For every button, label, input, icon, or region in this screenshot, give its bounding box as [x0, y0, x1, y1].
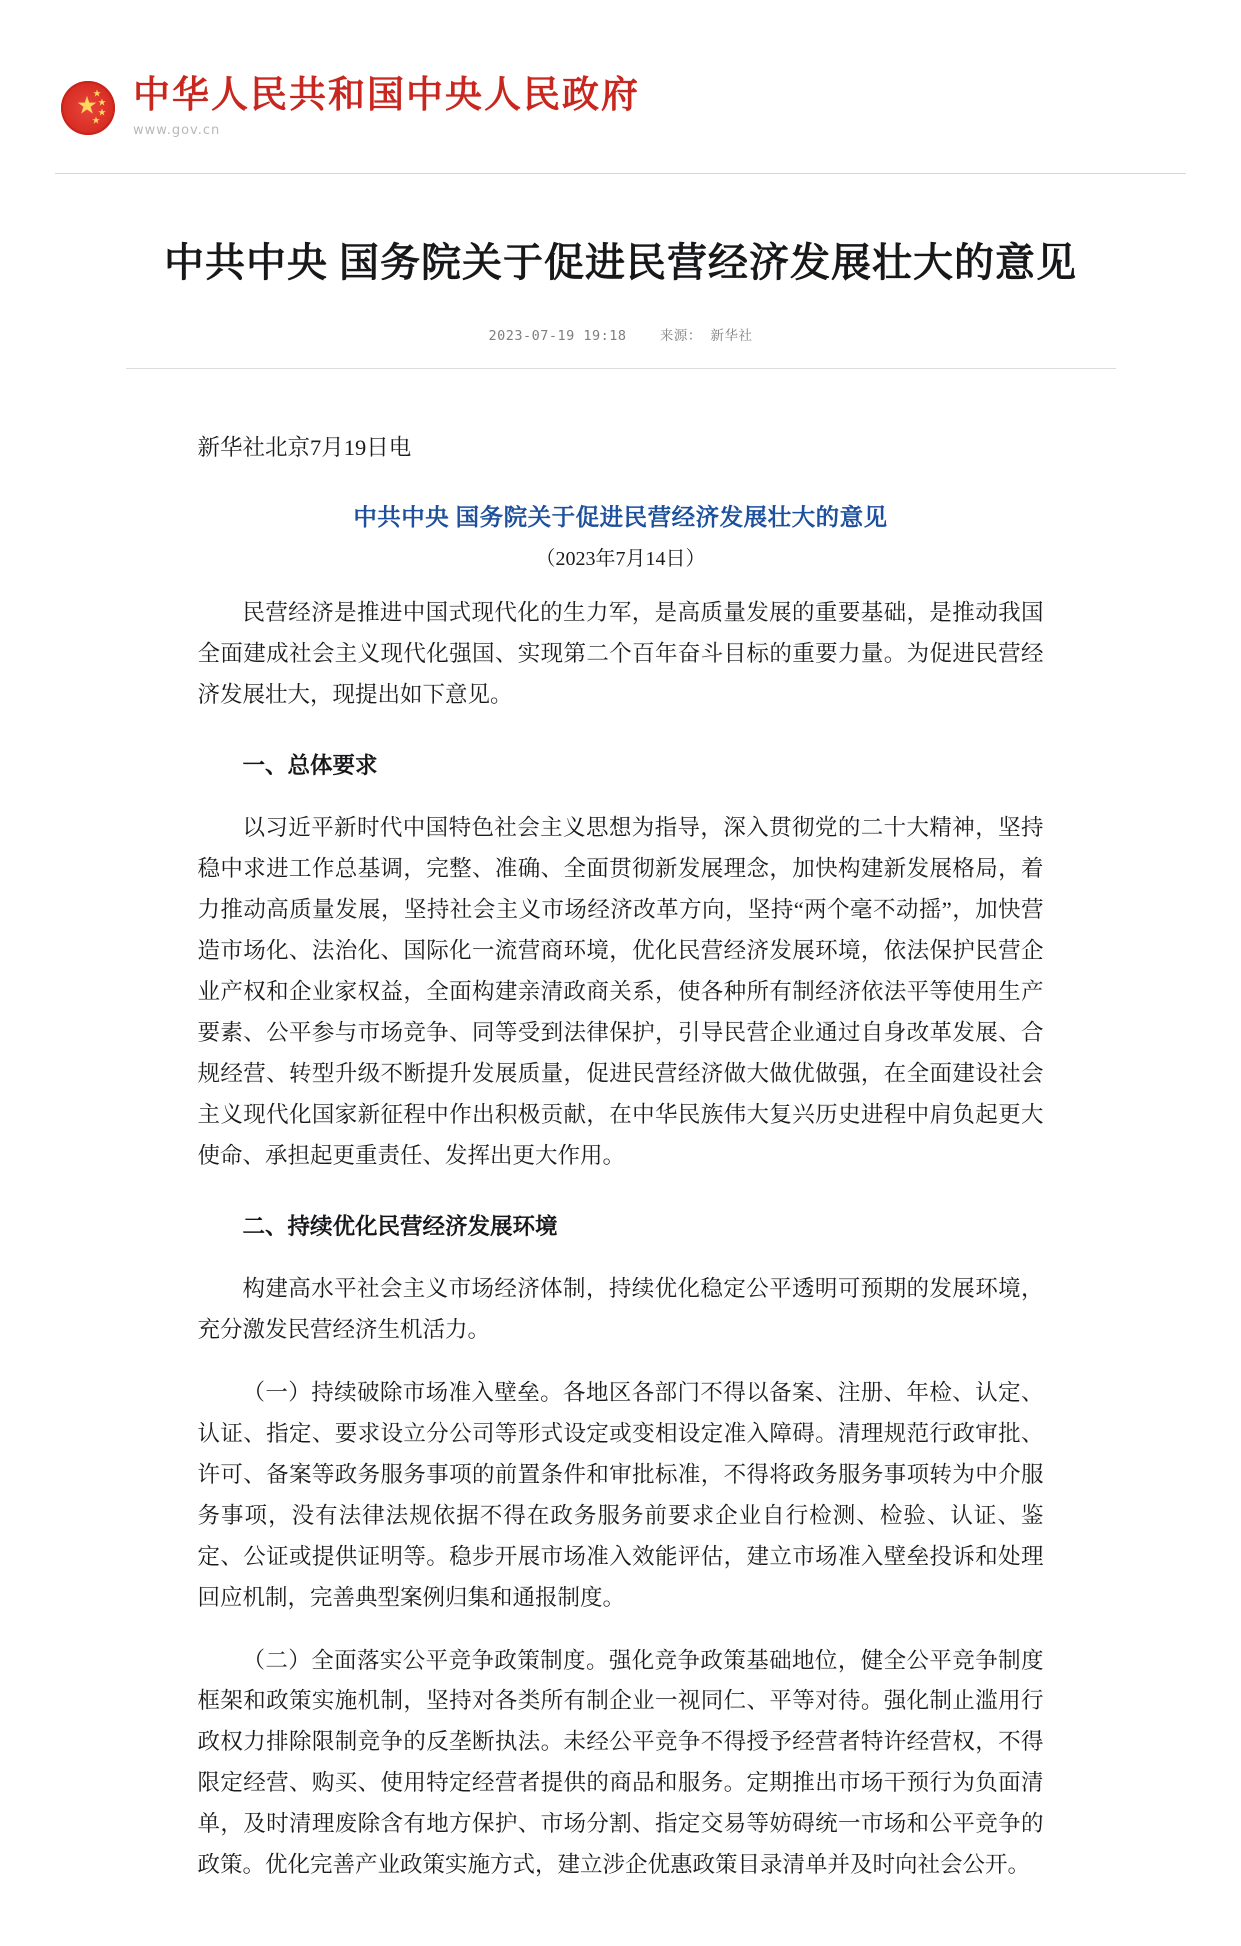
emblem-star-4: ★ [92, 116, 100, 125]
paragraph: （二）全面落实公平竞争政策制度。强化竞争政策基础地位，健全公平竞争制度框架和政策实施机制，坚持对各类所有制企业一视同仁、平等对待。强化制止滥用行政权力排除限制竞争的反垄断执法。未经公平竞争不得授予经营者特许经营权，不得限定经营、购买、使用特定经营者提供的商品和服务。定期推出市场干预行为负面清单，及时清理废除含有地方保护、市场分割、指定交易等妨碍统一市场和公平竞争的政策。优化完善产业政策实施方式，建立涉企优惠政策目录清单并及时向社会公开。 [197, 1647, 1044, 1878]
site-header [55, 0, 1186, 174]
source-label: 来源： [659, 328, 702, 344]
paragraph: （一）持续破除市场准入壁垒。各地区各部门不得以备案、注册、年检、认定、认证、指定、要求设立分公司等形式设定或变相设定准入障碍。清理规范行政审批、许可、备案等政务服务事项的前置条件和审批标准，不得将政务服务事项转为中介服务事项，没有法律法规依据不得在政务服务前要求企业自行检测、检验、认证、鉴定、公证或提供证明等。稳步开展市场准入效能评估，建立市场准入壁垒投诉和处理回应机制，完善典型案例归集和通报制度。 [197, 1379, 1044, 1610]
article-meta [126, 324, 1116, 344]
page-title: 中共中央 国务院关于促进民营经济发展壮大的意见 [164, 240, 1077, 285]
meta-divider [126, 368, 1116, 369]
site-brand[interactable] [55, 75, 1186, 138]
article [126, 174, 1116, 1946]
document-subtitle: 中共中央 国务院关于促进民营经济发展壮大的意见 [353, 504, 888, 531]
article-body [126, 427, 1116, 1946]
emblem-star-2: ★ [98, 98, 106, 107]
section-heading: 二、持续优化民营经济发展环境 [242, 1213, 558, 1239]
brand-title: 中华人民共和国中央人民政府 [133, 75, 640, 116]
paragraph: 民营经济是推进中国式现代化的生力军，是高质量发展的重要基础，是推动我国全面建成社会主义现代化强国、实现第二个百年奋斗目标的重要力量。为促进民营经济发展壮大，现提出如下意见。 [197, 599, 1044, 707]
section-heading: 一、总体要求 [242, 752, 378, 778]
source-name: 新华社 [710, 328, 753, 344]
dateline: 新华社北京7月19日电 [197, 435, 412, 460]
paragraph: 以习近平新时代中国特色社会主义思想为指导，深入贯彻党的二十大精神，坚持稳中求进工作总基调，完整、准确、全面贯彻新发展理念，加快构建新发展格局，着力推动高质量发展，坚持社会主义市场经济改革方向，坚持“两个毫不动摇”，加快营造市场化、法治化、国际化一流营商环境，优化民营经济发展环境，依法保护民营企业产权和企业家权益，全面构建亲清政商关系，使各种所有制经济依法平等使用生产要素、公平参与市场竞争、同等受到法律保护，引导民营企业通过自身改革发展、合规经营、转型升级不断提升发展质量，促进民营经济做大做优做强，在全面建设社会主义现代化国家新征程中作出积极贡献，在中华民族伟大复兴历史进程中肩负起更大使命、承担起更重责任、发挥出更大作用。 [197, 815, 1044, 1168]
national-emblem-icon [61, 81, 115, 135]
brand-url: www.gov.cn [133, 122, 221, 138]
emblem-star-3: ★ [98, 108, 106, 117]
emblem-star-large: ★ [77, 95, 97, 117]
document-date: （2023年7月14日） [535, 547, 706, 570]
brand-text-block [133, 75, 640, 138]
paragraph: 构建高水平社会主义市场经济体制，持续优化稳定公平透明可预期的发展环境，充分激发民营经济生机活力。 [197, 1276, 1044, 1342]
publish-datetime: 2023-07-19 19:18 [488, 328, 627, 344]
emblem-star-1: ★ [93, 89, 101, 98]
